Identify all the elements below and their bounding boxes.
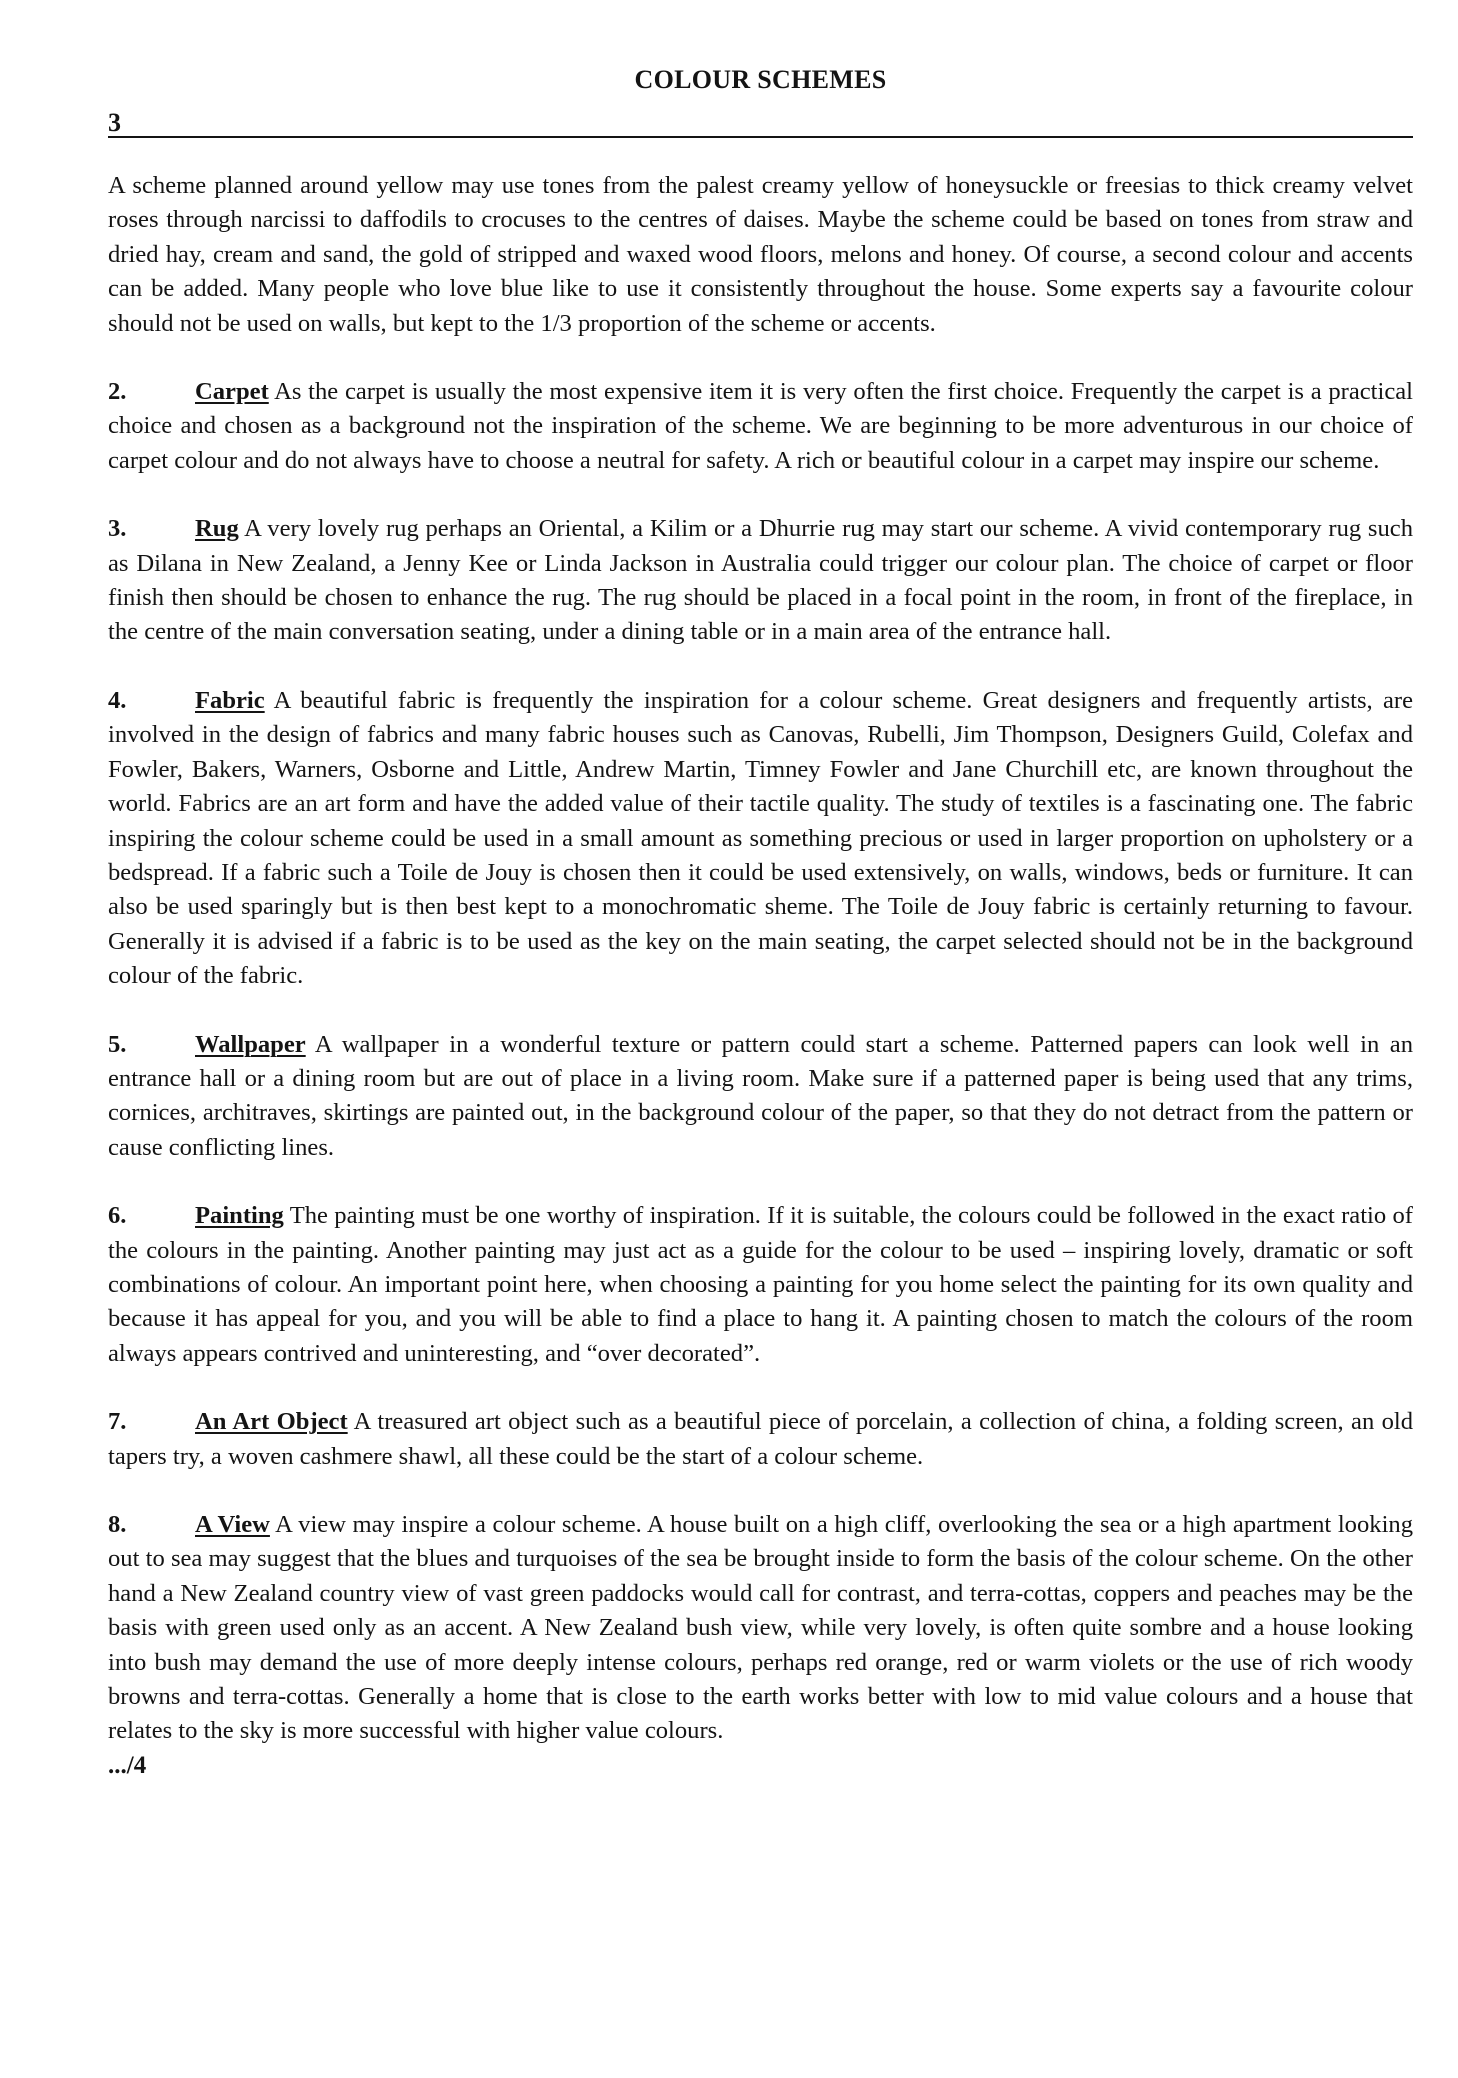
item-number: 6. [108,1202,127,1230]
item-wallpaper [108,1028,1413,1166]
item-text: A view may inspire a colour scheme. A house built on a high cliff, overlooking the sea or a high apartment looking out to sea may suggest that the blues and turquoises of the sea be brought inside to form the basis of the colour scheme. On the other hand a New Zealand country view of vast green paddocks would call for contrast, and terra-cottas, coppers and peaches may be the basis with green used only as an accent. A New Zealand bush view, while very lovely, is often quite sombre and a house looking into bush may demand the use of more deeply intense colours, perhaps red orange, red or warm violets or the use of rich woody browns and terra-cottas. Generally a home that is close to the earth works better with low to mid value colours and a house that relates to the sky is more successful with higher value colours. [108,1511,1414,1745]
continuation-marker: .../4 [108,1751,147,1779]
page-title: COLOUR SCHEMES [634,65,887,94]
item-view [108,1508,1413,1749]
item-carpet [108,375,1413,478]
item-text: A treasured art object such as a beautiful piece of porcelain, a collection of china, a folding screen, an old tapers try, a woven cashmere shawl, all these could be the start of a colour scheme. [108,1408,1414,1470]
page-number: 3 [108,108,121,137]
item-number: 8. [108,1511,127,1538]
item-number: 5. [108,1030,127,1058]
item-heading: Wallpaper [195,1030,306,1058]
item-number: 2. [108,378,127,406]
item-list [108,375,1413,1749]
item-heading: Carpet [195,378,269,406]
item-rug [108,512,1413,650]
item-heading: Rug [195,515,239,543]
item-number: 4. [108,686,127,714]
header-rule [108,102,1413,138]
item-painting [108,1199,1413,1371]
item-fabric [108,684,1413,994]
intro-paragraph: A scheme planned around yellow may use tones from the palest creamy yellow of honeysuckle or freesias to thick creamy velvet roses through narcissi to daffodils to crocuses to the centres of daises. Maybe the scheme could be based on tones from straw and dried hay, cream and sand, the gold of stripped and waxed wood floors, melons and honey. Of course, a second colour and accents can be added. Many people who love blue like to use it consistently throughout the house. Some experts say a favourite colour should not be used on walls, but kept to the 1/3 proportion of the scheme or accents. [108,172,1413,337]
item-text: A very lovely rug perhaps an Oriental, a Kilim or a Dhurrie rug may start our scheme. A vivid contemporary rug such as Dilana in New Zealand, a Jenny Kee or Linda Jackson in Australia could trigger our colour plan. The choice of carpet or floor finish then should be chosen to enhance the rug. The rug should be placed in a focal point in the room, in front of the fireplace, in the centre of the main conversation seating, under a dining table or in a main area of the entrance hall. [108,515,1413,646]
item-heading: A View [195,1511,270,1538]
item-art-object [108,1405,1413,1474]
item-number: 3. [108,515,127,543]
item-number: 7. [108,1408,127,1436]
item-text: A beautiful fabric is frequently the inspiration for a colour scheme. Great designers and frequently artists, are involved in the design of fabrics and many fabric houses such as Canovas, Rubelli, Jim Thompson, Designers Guild, Colefax and Fowler, Bakers, Warners, Osborne and Little, Andrew Martin, Timney Fowler and Jane Churchill etc, are known throughout the world. Fabrics are an art form and have the added value of their tactile quality. The study of textiles is a fascinating one. The fabric inspiring the colour scheme could be used in a small amount as something precious or used in larger proportion on upholstery or a bedspread. If a fabric such a Toile de Jouy is chosen then it could be used extensively, on walls, windows, beds or furniture. It can also be used sparingly but is then best kept to a monochromatic sheme. The Toile de Jouy fabric is certainly returning to favour. Generally it is advised if a fabric is to be used as the key on the main seating, the carpet selected should not be in the background colour of the fabric. [108,686,1413,990]
item-text: As the carpet is usually the most expensive item it is very often the first choice. Frequently the carpet is a practical choice and chosen as a background not the inspiration of the scheme. We are beginning to be more adventurous in our choice of carpet colour and do not always have to choose a neutral for safety. A rich or beautiful colour in a carpet may inspire our scheme. [108,378,1413,474]
item-text: The painting must be one worthy of inspiration. If it is suitable, the colours could be followed in the exact ratio of the colours in the painting. Another painting may just act as a guide for the colour to be used – inspiring lovely, dramatic or soft combinations of colour. An important point here, when choosing a painting for you home select the painting for its own quality and because it has appeal for you, and you will be able to find a place to hang it. A painting chosen to match the colours of the room always appears contrived and uninteresting, and “over decorated”. [108,1202,1413,1367]
item-heading: An Art Object [195,1408,348,1436]
item-text: A wallpaper in a wonderful texture or pattern could start a scheme. Patterned papers can look well in an entrance hall or a dining room but are out of place in a living room. Make sure if a patterned paper is being used that any trims, cornices, architraves, skirtings are painted out, in the background colour of the paper, so that they do not detract from the pattern or cause conflicting lines. [108,1030,1413,1161]
item-heading: Fabric [195,686,265,714]
item-heading: Painting [195,1202,284,1230]
document-page [108,64,1413,1781]
